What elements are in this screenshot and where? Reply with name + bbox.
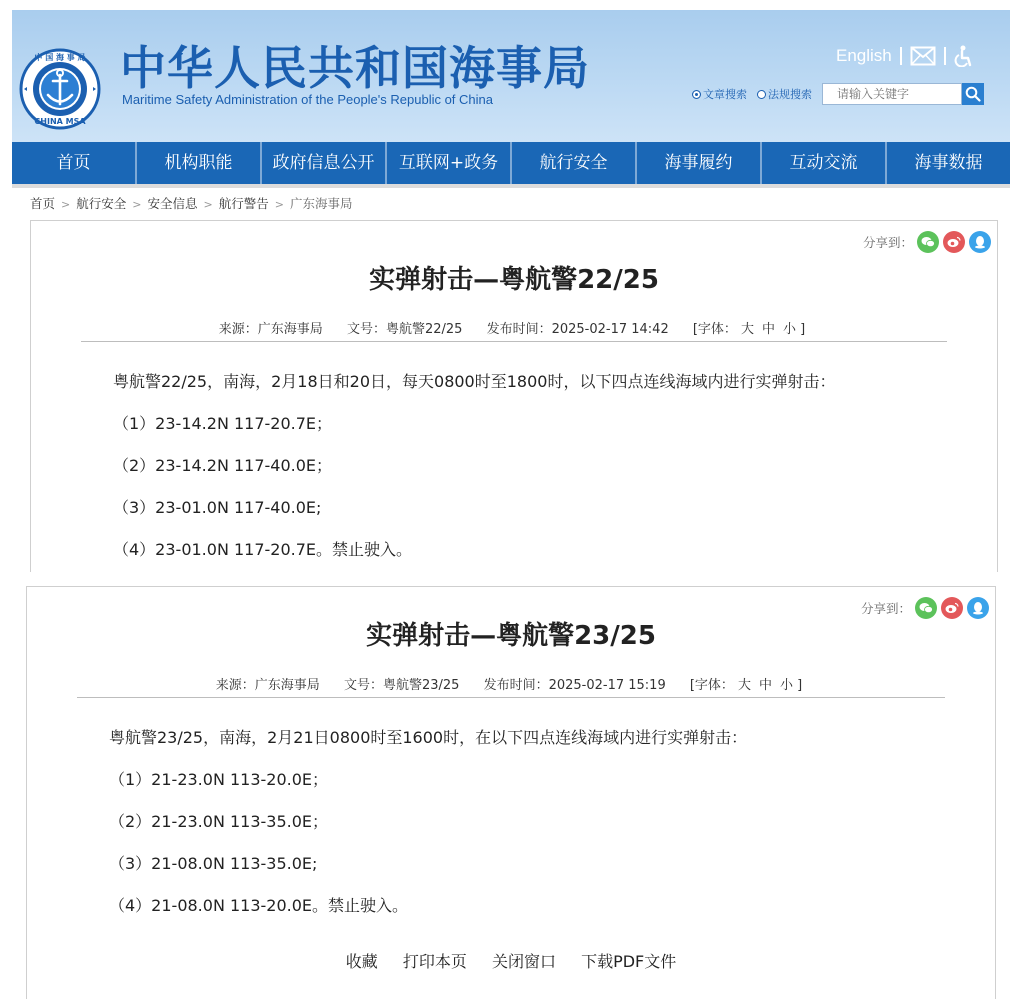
font-large-button[interactable]: 大 <box>737 678 751 693</box>
close-window-link[interactable]: 关闭窗口 <box>491 952 556 971</box>
emblem-bottom-text: CHINA MSA <box>34 117 86 126</box>
chevron-right-icon: > <box>132 198 142 211</box>
divider <box>900 47 902 65</box>
article-paragraph: （4）23-01.0N 117-20.7E。禁止驶入。 <box>113 540 413 559</box>
breadcrumb-home[interactable]: 首页 <box>30 196 56 211</box>
nav-item-gov-info[interactable]: 政府信息公开 <box>262 142 387 184</box>
accessibility-icon[interactable] <box>954 45 974 67</box>
article-doc-number: 文号：粤航警23/25 <box>343 678 460 693</box>
wechat-share-button[interactable] <box>917 231 939 253</box>
search-input[interactable] <box>822 83 962 105</box>
weibo-share-button[interactable] <box>943 231 965 253</box>
top-links <box>836 44 974 68</box>
article-title: 实弹射击—粤航警22/25 <box>369 265 659 295</box>
wechat-icon <box>921 236 935 248</box>
font-large-button[interactable]: 大 <box>740 322 754 337</box>
article-paragraph: （1）21-23.0N 113-20.0E； <box>109 770 329 789</box>
search-button[interactable] <box>962 83 984 105</box>
article-doc-number: 文号：粤航警22/25 <box>346 322 463 337</box>
article-card <box>30 220 998 572</box>
article-paragraph: （4）21-08.0N 113-20.0E。禁止驶入。 <box>109 896 409 915</box>
search-icon <box>965 86 981 102</box>
chevron-right-icon: > <box>203 198 213 211</box>
wechat-icon <box>919 602 933 614</box>
article-source: 来源：广东海事局 <box>218 322 323 337</box>
article-footer-links <box>27 949 995 972</box>
breadcrumb-warnings[interactable]: 航行警告 <box>218 196 269 211</box>
search-option-law[interactable] <box>757 86 812 102</box>
article-paragraph: 粤航警23/25，南海，2月21日0800时至1600时，在以下四点连线海域内进行实弹射击： <box>109 728 748 747</box>
article-paragraph: （2）21-23.0N 113-35.0E； <box>109 812 329 831</box>
article-publish-time: 发布时间：2025-02-17 15:19 <box>483 678 666 693</box>
title-divider <box>81 341 947 342</box>
weibo-icon <box>947 236 961 248</box>
emblem-top-text: 中 国 海 事 局 <box>34 53 86 62</box>
share-label: 分享到： <box>860 601 911 616</box>
article-card <box>26 586 996 999</box>
breadcrumb-navigation-safety[interactable]: 航行安全 <box>76 196 127 211</box>
weibo-icon <box>945 602 959 614</box>
main-nav <box>12 142 1010 184</box>
nav-item-navigation-safety[interactable]: 航行安全 <box>512 142 637 184</box>
search-option-label: 法规搜索 <box>768 88 812 101</box>
download-pdf-link[interactable]: 下载PDF文件 <box>581 952 677 971</box>
article-meta <box>27 674 995 693</box>
qq-icon <box>972 601 984 615</box>
font-small-button[interactable]: 小 ] <box>779 678 803 693</box>
print-page-link[interactable]: 打印本页 <box>402 952 467 971</box>
mail-icon[interactable] <box>910 46 936 66</box>
english-link[interactable]: English <box>836 46 892 65</box>
font-medium-button[interactable]: 中 <box>761 322 775 337</box>
nav-item-data[interactable]: 海事数据 <box>914 153 983 173</box>
share-bar <box>863 231 991 253</box>
header-banner <box>12 10 1010 142</box>
radio-unselected-icon <box>757 90 766 99</box>
nav-item-interaction[interactable]: 互动交流 <box>762 142 887 184</box>
breadcrumb <box>30 194 352 212</box>
font-size-label: [字体： <box>689 678 734 693</box>
article-meta <box>31 318 997 337</box>
share-label: 分享到： <box>862 235 913 250</box>
nav-divider <box>12 184 1010 188</box>
breadcrumb-current[interactable]: 广东海事局 <box>289 196 353 211</box>
article-paragraph: （3）23-01.0N 117-40.0E; <box>113 498 322 517</box>
nav-item-home[interactable]: 首页 <box>12 142 137 184</box>
site-title: 中华人民共和国海事局 <box>120 41 590 95</box>
font-small-button[interactable]: 小 ] <box>782 322 806 337</box>
font-size-controls <box>690 678 806 693</box>
font-medium-button[interactable]: 中 <box>758 678 772 693</box>
radio-selected-icon <box>692 90 701 99</box>
page-screenshot-top <box>12 10 1010 572</box>
search-option-article[interactable] <box>692 86 747 102</box>
article-paragraph: （2）23-14.2N 117-40.0E； <box>113 456 333 475</box>
divider <box>944 47 946 65</box>
article-paragraph: （1）23-14.2N 117-20.7E； <box>113 414 333 433</box>
chevron-right-icon: > <box>274 198 284 211</box>
nav-item-functions[interactable]: 机构职能 <box>137 142 262 184</box>
font-size-label: [字体： <box>692 322 737 337</box>
chevron-right-icon: > <box>61 198 71 211</box>
favorite-link[interactable]: 收藏 <box>345 952 378 971</box>
article-source: 来源：广东海事局 <box>215 678 320 693</box>
search-option-label: 文章搜索 <box>703 88 747 101</box>
qq-share-button[interactable] <box>969 231 991 253</box>
nav-item-compliance[interactable]: 海事履约 <box>637 142 762 184</box>
article-paragraph: 粤航警22/25，南海，2月18日和20日，每天0800时至1800时，以下四点连线海域内进行实弹射击： <box>113 372 836 391</box>
search-bar <box>692 82 984 106</box>
breadcrumb-safety-info[interactable]: 安全信息 <box>147 196 198 211</box>
qq-icon <box>974 235 986 249</box>
nav-item-internet-gov[interactable]: 互联网+政务 <box>387 142 512 184</box>
article-title: 实弹射击—粤航警23/25 <box>366 621 656 651</box>
article-publish-time: 发布时间：2025-02-17 14:42 <box>486 322 669 337</box>
article-paragraph: （3）21-08.0N 113-35.0E; <box>109 854 318 873</box>
font-size-controls <box>693 322 809 337</box>
msa-emblem-icon <box>14 48 106 130</box>
site-subtitle: Maritime Safety Administration of the People's Republic of China <box>122 92 494 107</box>
title-divider <box>77 697 945 698</box>
